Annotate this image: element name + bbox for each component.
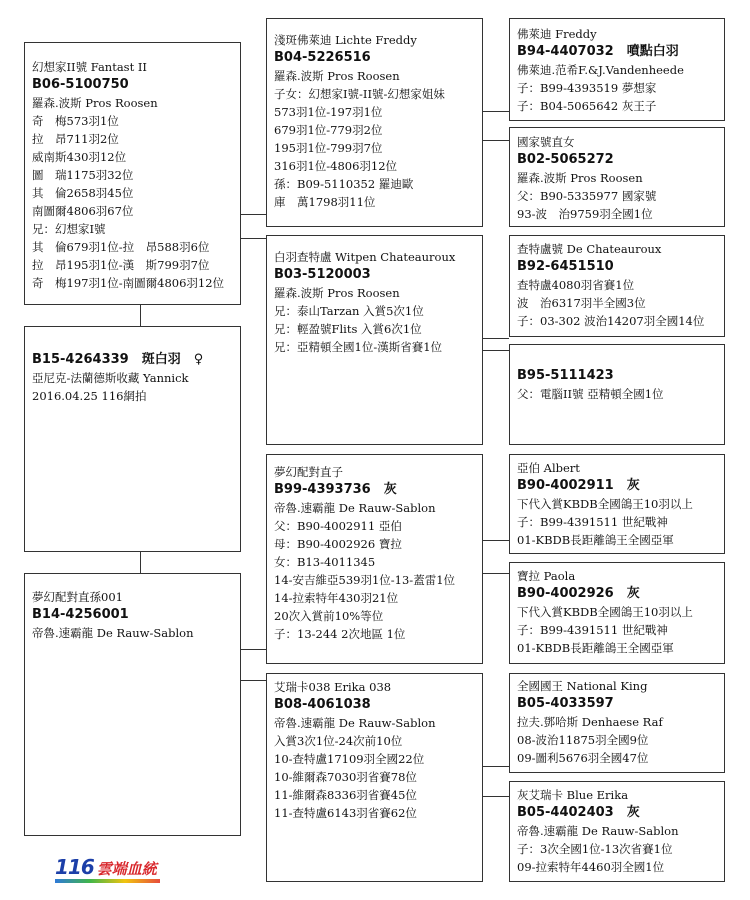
ring-number: B05-4402403 灰 <box>517 805 640 820</box>
pedigree-line: 帝魯.速霸龍 De Rauw-Sablon <box>274 501 436 515</box>
ring-number: B05-4033597 <box>517 696 614 711</box>
pedigree-line: 拉夫.鄧哈斯 Denhaese Raf <box>517 715 663 729</box>
connector-subject-sire <box>140 305 141 326</box>
pigeon-name: 查特盧號 De Chateauroux <box>517 242 662 256</box>
dam-dam-dam-card <box>509 781 725 882</box>
pigeon-name: 淺斑佛萊迪 Lichte Freddy <box>274 33 417 47</box>
pigeon-name: 亞伯 Albert <box>517 461 580 475</box>
pigeon-name: 全國國王 National King <box>517 679 648 693</box>
pedigree-line: 子：3次全國1位-13次省賽1位 <box>517 842 673 856</box>
connector-dam-dd <box>241 680 266 681</box>
pedigree-line: 威南斯430羽12位 <box>32 150 127 164</box>
pedigree-line: 2016.04.25 116網拍 <box>32 389 147 403</box>
connector-sire-sd <box>241 238 266 239</box>
ring-number: B15-4264339 斑白羽 ♀ <box>32 352 204 367</box>
ring-number: B94-4407032 噴點白羽 <box>517 44 679 59</box>
pigeon-name: 幻想家II號 Fantast II <box>32 60 147 74</box>
pedigree-line: 14-拉索特年430羽21位 <box>274 591 399 605</box>
site-logo <box>55 855 157 879</box>
dam-dam-card <box>266 673 483 882</box>
dam-dam-sire-card <box>509 673 725 773</box>
pedigree-line: 佛萊迪.范希F.&J.Vandenheede <box>517 63 684 77</box>
ring-number: B14-4256001 <box>32 607 129 622</box>
sire-card <box>24 42 241 305</box>
pigeon-name: 夢幻配對直孫001 <box>32 590 123 604</box>
pedigree-line: 01-KBDB長距離鴿王全國亞軍 <box>517 533 674 547</box>
connector-sd-sdd <box>483 350 509 351</box>
ring-number: B95-5111423 <box>517 368 614 383</box>
pedigree-line: 母：B90-4002926 寶拉 <box>274 537 402 551</box>
sire-sire-sire-card <box>509 18 725 121</box>
ring-number: B90-4002911 灰 <box>517 478 640 493</box>
sire-sire-card <box>266 18 483 227</box>
pedigree-line: 01-KBDB長距離鴿王全國亞軍 <box>517 641 674 655</box>
pedigree-line: 羅森.波斯 Pros Roosen <box>274 286 400 300</box>
dam-sire-dam-card <box>509 562 725 664</box>
connector-subject-dam <box>140 552 141 573</box>
pigeon-name <box>517 349 717 367</box>
pedigree-line: 其 倫2658羽45位 <box>32 186 134 200</box>
pedigree-line: 08-波治11875羽全國9位 <box>517 733 649 747</box>
pedigree-line: 子女：幻想家I號-II號-幻想家姐妹 <box>274 87 445 101</box>
logo-number: 116 <box>55 855 94 879</box>
pedigree-line: 子：B04-5065642 灰王子 <box>517 99 657 113</box>
pedigree-line: 圖 瑞1175羽32位 <box>32 168 134 182</box>
connector-sd-sds <box>483 338 509 339</box>
pedigree-line: 查特盧4080羽省賽1位 <box>517 278 635 292</box>
pedigree-line: 孫：B09-5110352 羅迪歐 <box>274 177 414 191</box>
pedigree-line: 帝魯.速霸龍 De Rauw-Sablon <box>32 626 194 640</box>
pedigree-line: 奇 梅573羽1位 <box>32 114 119 128</box>
connector-dd-ddd <box>483 796 509 797</box>
pedigree-line: 10-查特盧17109羽全國22位 <box>274 752 425 766</box>
pedigree-line: 兄：輕盈號Flits 入賞6次1位 <box>274 322 422 336</box>
ring-number: B02-5065272 <box>517 152 614 167</box>
connector-ss-sss <box>483 111 509 112</box>
pedigree-line: 帝魯.速霸龍 De Rauw-Sablon <box>274 716 436 730</box>
connector-ds-dss <box>483 540 509 541</box>
pedigree-line: 09-圖利5676羽全國47位 <box>517 751 649 765</box>
pedigree-line: 拉 昂711羽2位 <box>32 132 119 146</box>
pedigree-line: 父：B90-5335977 國家號 <box>517 189 657 203</box>
logo-underline <box>55 879 160 883</box>
ring-number: B03-5120003 <box>274 267 371 282</box>
pigeon-name: 寶拉 Paola <box>517 569 576 583</box>
connector-sire-ss <box>241 214 266 215</box>
ring-number: B06-5100750 <box>32 77 129 92</box>
pedigree-line: 14-安吉維亞539羽1位-13-蓋雷1位 <box>274 573 456 587</box>
pedigree-line: 子：B99-4391511 世紀戰神 <box>517 623 668 637</box>
pedigree-line: 兄：泰山Tarzan 入賞5次1位 <box>274 304 424 318</box>
pedigree-line: 11-查特盧6143羽省賽62位 <box>274 806 417 820</box>
sire-dam-dam-card <box>509 344 725 445</box>
pedigree-line: 子：13-244 2次地區 1位 <box>274 627 406 641</box>
pedigree-line: 父：電腦II號 亞精頓全國1位 <box>517 387 664 401</box>
sire-dam-sire-card <box>509 235 725 337</box>
ring-number: B99-4393736 灰 <box>274 482 397 497</box>
pedigree-line: 09-拉索特年4460羽全國1位 <box>517 860 665 874</box>
pedigree-line: 下代入賞KBDB全國鴿王10羽以上 <box>517 605 693 619</box>
pedigree-line: 195羽1位-799羽7位 <box>274 141 383 155</box>
pedigree-line: 子：B99-4393519 夢想家 <box>517 81 657 95</box>
ring-number: B08-4061038 <box>274 697 371 712</box>
pedigree-line: 波 治6317羽半全國3位 <box>517 296 646 310</box>
sire-sire-dam-card <box>509 127 725 227</box>
connector-dam-ds <box>241 649 266 650</box>
ring-number: B90-4002926 灰 <box>517 586 640 601</box>
pedigree-line: 下代入賞KBDB全國鴿王10羽以上 <box>517 497 693 511</box>
dam-card <box>24 573 241 836</box>
pedigree-line: 679羽1位-779羽2位 <box>274 123 383 137</box>
pedigree-line: 羅森.波斯 Pros Roosen <box>274 69 400 83</box>
pedigree-line: 子：B99-4391511 世紀戰神 <box>517 515 668 529</box>
logo-text: 雲端血統 <box>96 860 157 878</box>
connector-dd-dds <box>483 766 509 767</box>
pedigree-line: 573羽1位-197羽1位 <box>274 105 383 119</box>
pedigree-line: 羅森.波斯 Pros Roosen <box>32 96 158 110</box>
connector-ds-dsd <box>483 573 509 574</box>
pedigree-line: 父：B90-4002911 亞伯 <box>274 519 402 533</box>
pedigree-line: 亞尼克-法蘭德斯收藏 Yannick <box>32 371 189 385</box>
pedigree-line: 11-維爾森8336羽省賽45位 <box>274 788 417 802</box>
pedigree-line: 入賞3次1位-24次前10位 <box>274 734 403 748</box>
pedigree-line: 兄：亞精頓全國1位-漢斯省賽1位 <box>274 340 443 354</box>
pedigree-line: 帝魯.速霸龍 De Rauw-Sablon <box>517 824 679 838</box>
ring-number: B92-6451510 <box>517 259 614 274</box>
dam-sire-card <box>266 454 483 664</box>
pigeon-name: 佛萊迪 Freddy <box>517 27 597 41</box>
ring-number: B04-5226516 <box>274 50 371 65</box>
pedigree-line: 拉 昂195羽1位-漢 斯799羽7位 <box>32 258 210 272</box>
pedigree-line: 南圖爾4806羽67位 <box>32 204 134 218</box>
pigeon-name: 國家號直女 <box>517 135 575 149</box>
pedigree-line: 子：03-302 波治14207羽全國14位 <box>517 314 705 328</box>
pedigree-line: 奇 梅197羽1位-南圖爾4806羽12位 <box>32 276 225 290</box>
pedigree-line: 10-維爾森7030羽省賽78位 <box>274 770 417 784</box>
pedigree-line: 93-波 治9759羽全國1位 <box>517 207 653 221</box>
pedigree-line: 20次入賞前10%等位 <box>274 609 384 623</box>
pedigree-line: 316羽1位-4806羽12位 <box>274 159 398 173</box>
pigeon-name: 灰艾瑞卡 Blue Erika <box>517 788 629 802</box>
dam-sire-sire-card <box>509 454 725 554</box>
pigeon-name: 夢幻配對直子 <box>274 465 343 479</box>
subject-card <box>24 326 241 552</box>
pigeon-name: 白羽查特盧 Witpen Chateauroux <box>274 250 456 264</box>
pedigree-line: 羅森.波斯 Pros Roosen <box>517 171 643 185</box>
connector-ss-ssd <box>483 140 509 141</box>
pedigree-line: 兄：幻想家I號 <box>32 222 106 236</box>
sire-dam-card <box>266 235 483 445</box>
pigeon-name: 艾瑞卡038 Erika 038 <box>274 680 392 694</box>
pedigree-line: 其 倫679羽1位-拉 昂588羽6位 <box>32 240 210 254</box>
pedigree-line: 庫 萬1798羽11位 <box>274 195 376 209</box>
pedigree-line: 女：B13-4011345 <box>274 555 376 569</box>
